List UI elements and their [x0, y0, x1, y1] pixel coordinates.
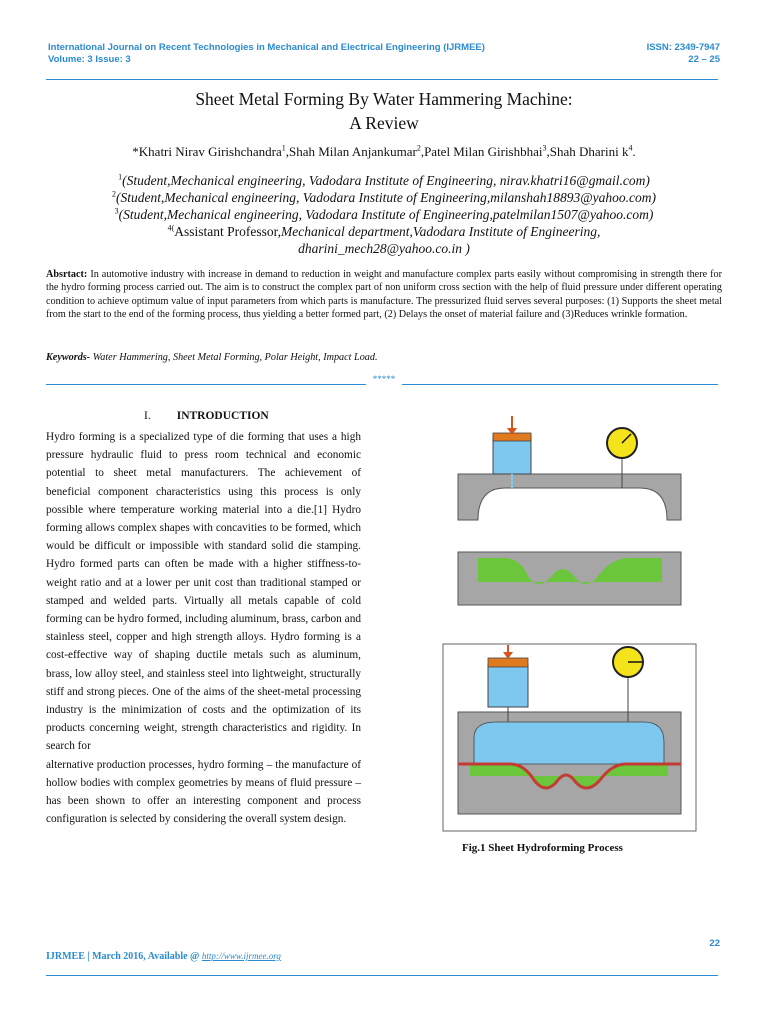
panel-forming [443, 644, 696, 831]
footer-text: IJRMEE | March 2016, Available @ [46, 951, 202, 962]
affiliation-1 [0, 172, 768, 189]
gauge-needle [622, 434, 631, 443]
intro-paragraph-2: alternative production processes, hydro forming – the manufacture of hollow bodies with complex geometries by means of fluid pressure – has been shown to offer an interesting component and process configuration is selected by considering the overall system design. [46, 758, 361, 826]
pressure-gauge [613, 647, 643, 677]
author-1: *Khatri Nirav Girishchandra [132, 144, 282, 159]
panel-sheet [458, 552, 681, 605]
cylinder [488, 665, 528, 707]
affiliation-4-role: Assistant Professor, [174, 224, 281, 239]
affiliation-3-text: (Student,Mechanical engineering, Vadodara Institute of Engineering,patelmilan1507@yahoo.com) [118, 207, 654, 222]
issn: ISSN: 2349-7947 [646, 42, 720, 53]
affiliation-1-mark: 1 [118, 172, 123, 182]
panel-die-empty [458, 416, 681, 520]
footer [46, 951, 281, 962]
page-number: 22 [709, 938, 720, 949]
abstract [46, 268, 722, 321]
affiliation-2-mark: 2 [112, 189, 117, 199]
die-cavity [458, 552, 681, 605]
figure-caption: Fig.1 Sheet Hydroforming Process [462, 842, 623, 854]
author-3: ,Patel Milan Girishbhai [420, 144, 543, 159]
fluid-cylinder [493, 436, 531, 474]
journal-name: International Journal on Recent Technologies in Mechanical and Electrical Engineering (IJRMEE) [48, 42, 485, 53]
affiliation-4-mark: 4( [167, 223, 175, 233]
author-list [0, 144, 768, 160]
abstract-text: In automotive industry with increase in demand to reduction in weight and manufacture complex parts easily without compromising in strength there for the hydro forming process carried out. The aim is to construct the complex part of non uniform cross section with the help of fluid pressure under different operating condition to achieve optimum value of input parameters from which parts is manufacture. The pressurized fluid serves several purposes: (1) Supports the sheet metal from the start to the end of the forming process, thus yielding a better formed part, (2) Delays the onset of material failure and (3)Reduces wrinkle formation. [46, 269, 722, 320]
affiliation-1-text: (Student,Mechanical engineering, Vadodara Institute of Engineering, nirav.khatri16@gmail.com) [122, 173, 650, 188]
page-range: 22 – 25 [688, 54, 720, 65]
sheet-blank [478, 558, 662, 584]
separator-rule-left [46, 384, 366, 385]
formed-sheet-line [458, 764, 681, 788]
author-list-end: . [632, 144, 636, 159]
die-block [458, 474, 681, 520]
affiliation-2 [0, 189, 768, 206]
intro-paragraph-1: Hydro forming is a specialized type of die forming that uses a high pressure hydraulic fluid to press room technical and economic potential to sheet metal manufacturers. The achievement of beneficial component characteristics using this process is only possible where temperature working material into a die.[1] Hydro forming allows complex shapes with concavities to be formed, which would be difficult or impossible with standard solid die stamping. Hydro formed parts can often be made with a higher stiffness-to-weight ratio and at a lower per unit cost than traditional stamped or stamped and welded parts. Virtually all metals capable of cold forming can be hydro formed, including aluminum, brass, carbon and stainless steel, copper and high strength alloys. Hydro forming is a cost-effective way of shaping ductile metals such as aluminum, brass, low alloy steel, and stainless steel into lightweight, structurally stiff and strong pieces. One of the aims of the sheet-metal processing industry is the minimization of costs and the optimization of its products concerning weight, strength characteristics and rigidity. In search for [46, 431, 361, 753]
author-2: ,Shah Milan Anjankumar [285, 144, 417, 159]
author-4: ,Shah Dharini k [546, 144, 629, 159]
affiliation-3 [0, 206, 768, 223]
piston [493, 433, 531, 441]
footer-rule [46, 975, 718, 976]
author-2-mark: 2 [416, 143, 421, 153]
affiliation-4-email: dharini_mech28@yahoo.co.in ) [298, 241, 470, 256]
paper-title-line-1: Sheet Metal Forming By Water Hammering Machine: [195, 89, 573, 109]
paper-title-line-2: A Review [349, 113, 419, 133]
affiliation-4-dept: Mechanical department,Vadodara Institute of Engineering, [280, 224, 601, 239]
keywords [46, 352, 378, 363]
fluid-chamber [474, 722, 664, 764]
journal-info [48, 42, 485, 66]
separator-rule-right [402, 384, 718, 385]
volume-issue: Volume: 3 Issue: 3 [48, 54, 131, 65]
separator-stars: ***** [372, 374, 396, 384]
pressure-gauge [607, 428, 637, 458]
section-heading [144, 410, 269, 422]
author-1-mark: 1 [281, 143, 286, 153]
lower-die [458, 712, 681, 814]
formed-sheet-fill [470, 764, 668, 788]
piston [488, 658, 528, 667]
author-3-mark: 3 [542, 143, 547, 153]
affiliation-3-mark: 3 [114, 206, 119, 216]
affiliation-2-text: (Student,Mechanical engineering, Vadodara Institute of Engineering,milanshah18893@yahoo.com) [116, 190, 656, 205]
author-4-mark: 4 [628, 143, 633, 153]
affiliation-4 [0, 223, 768, 240]
keywords-text: Water Hammering, Sheet Metal Forming, Polar Height, Impact Load. [90, 352, 378, 363]
press-arrow-head [503, 652, 513, 659]
intro-body [46, 428, 361, 828]
section-title: INTRODUCTION [176, 410, 269, 422]
header-rule [46, 79, 718, 80]
frame [443, 644, 696, 831]
keywords-label: Keywords- [46, 352, 91, 363]
issn-info [647, 42, 720, 66]
press-arrow-head [507, 428, 517, 435]
footer-link[interactable]: http://www.ijrmee.org [201, 951, 281, 961]
abstract-label: Absrtact: [46, 269, 88, 280]
section-number: I. [144, 410, 151, 422]
